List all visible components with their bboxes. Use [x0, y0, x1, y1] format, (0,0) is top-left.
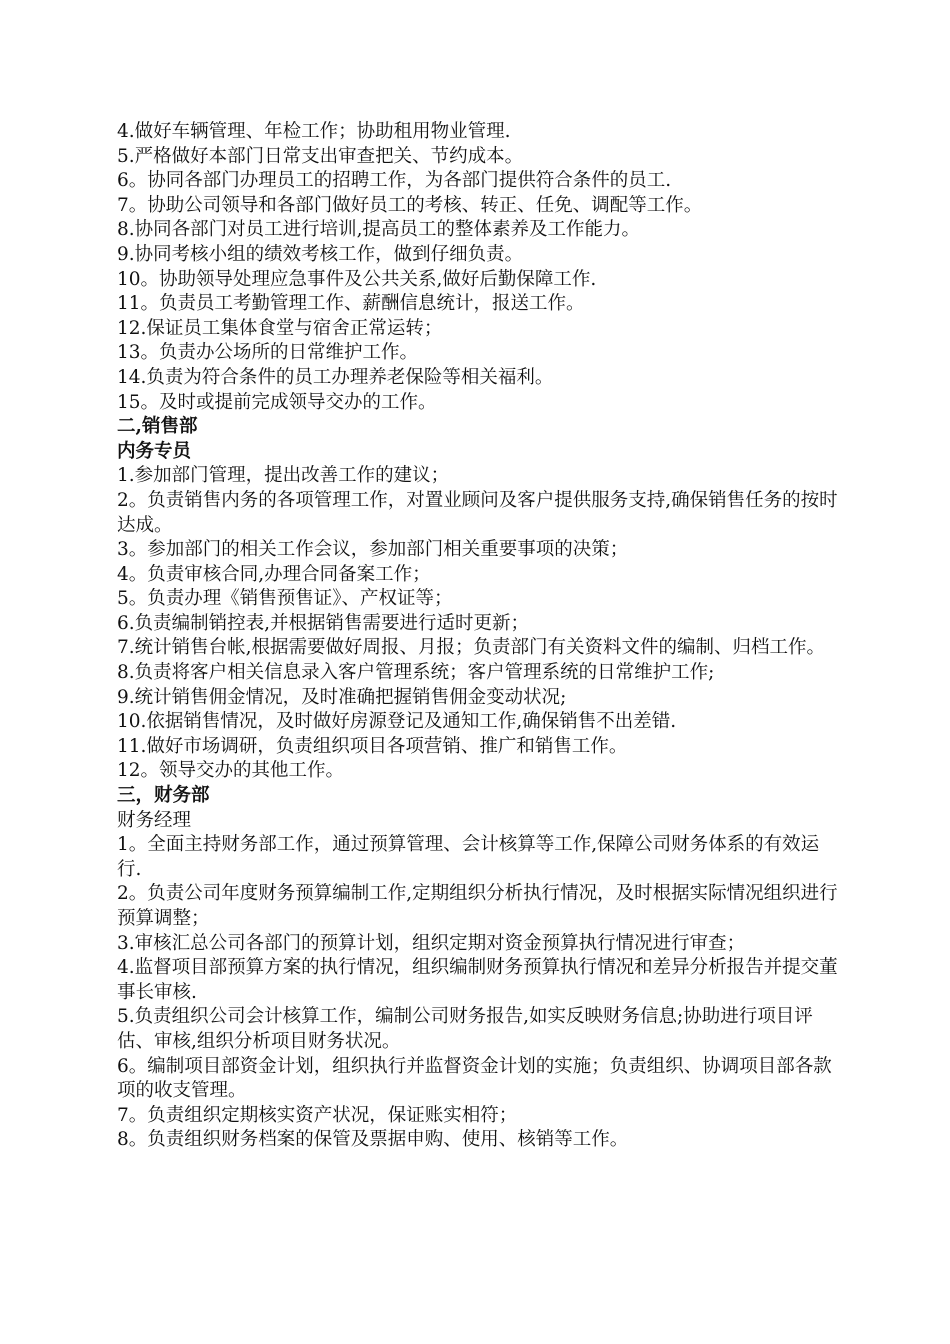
list-item: 14.负责为符合条件的员工办理养老保险等相关福利。 — [117, 366, 554, 388]
list-item: 6。协同各部门办理员工的招聘工作，为各部门提供符合条件的员工. — [117, 170, 672, 192]
list-item: 10.依据销售情况，及时做好房源登记及通知工作,确保销售不出差错. — [117, 711, 677, 733]
section-heading-sales: 二,销售部 — [117, 416, 198, 438]
list-item: 6.负责编制销控表,并根据销售需要进行适时更新； — [117, 612, 530, 634]
list-item: 8.负责将客户相关信息录入客户管理系统；客户管理系统的日常维护工作; — [117, 662, 715, 684]
list-item: 7.统计销售台帐,根据需要做好周报、月报；负责部门有关资料文件的编制、归档工作。 — [117, 637, 826, 659]
list-item: 4。负责审核合同,办理合同备案工作； — [117, 563, 431, 585]
list-item: 5。负责办理《销售预售证》、产权证等； — [117, 588, 453, 610]
list-item: 3.审核汇总公司各部门的预算计划，组织定期对资金预算执行情况进行审查； — [117, 932, 746, 954]
list-item: 5.负责组织公司会计核算工作，编制公司财务报告,如实反映财务信息;协助进行项目评估、审核,组织分析项目财务状况。 — [117, 1006, 813, 1052]
list-item: 4.做好车辆管理、年检工作；协助租用物业管理. — [117, 121, 511, 142]
list-item: 2。负责销售内务的各项管理工作，对置业顾问及客户提供服务支持,确保销售任务的按时达成。 — [117, 489, 838, 536]
document-page — [117, 120, 842, 1153]
role-title-internal-affairs: 内务专员 — [117, 440, 192, 462]
list-item: 1.参加部门管理，提出改善工作的建议； — [117, 465, 450, 487]
list-item: 13。负责办公场所的日常维护工作。 — [117, 342, 419, 364]
list-item: 6。编制项目部资金计划，组织执行并监督资金计划的实施；负责组织、协调项目部各款项的收支管理。 — [117, 1055, 832, 1102]
role-title-finance-manager: 财务经理 — [117, 809, 192, 831]
list-item: 7。负责组织定期核实资产状况，保证账实相符； — [117, 1104, 518, 1126]
section-finance — [117, 784, 842, 1153]
list-item: 9.协同考核小组的绩效考核工作，做到仔细负责。 — [117, 243, 524, 265]
section-heading-finance: 三，财务部 — [117, 785, 210, 807]
list-item: 3。参加部门的相关工作会议，参加部门相关重要事项的决策； — [117, 539, 629, 561]
list-item: 11.做好市场调研，负责组织项目各项营销、推广和销售工作。 — [117, 735, 628, 757]
list-item: 1。全面主持财务部工作，通过预算管理、会计核算等工作,保障公司财务体系的有效运行. — [117, 834, 820, 880]
list-item: 9.统计销售佣金情况，及时准确把握销售佣金变动状况; — [117, 686, 567, 708]
list-item: 8。负责组织财务档案的保管及票据申购、使用、核销等工作。 — [117, 1129, 629, 1151]
list-item: 12。领导交办的其他工作。 — [117, 760, 345, 782]
section-admin-continued — [117, 120, 842, 415]
list-item: 8.协同各部门对员工进行培训,提高员工的整体素养及工作能力。 — [117, 219, 641, 241]
list-item: 15。及时或提前完成领导交办的工作。 — [117, 391, 437, 413]
list-item: 7。协助公司领导和各部门做好员工的考核、转正、任免、调配等工作。 — [117, 194, 703, 216]
list-item: 2。负责公司年度财务预算编制工作,定期组织分析执行情况，及时根据实际情况组织进行预算调整； — [117, 883, 838, 929]
section-sales — [117, 415, 842, 784]
list-item: 4.监督项目部预算方案的执行情况，组织编制财务预算执行情况和差异分析报告并提交董事长审核. — [117, 957, 838, 1003]
list-item: 10。协助领导处理应急事件及公共关系,做好后勤保障工作. — [117, 268, 597, 290]
list-item: 5.严格做好本部门日常支出审查把关、节约成本。 — [117, 145, 524, 167]
list-item: 12.保证员工集体食堂与宿舍正常运转； — [117, 317, 443, 339]
list-item: 11。负责员工考勤管理工作、薪酬信息统计，报送工作。 — [117, 293, 585, 315]
